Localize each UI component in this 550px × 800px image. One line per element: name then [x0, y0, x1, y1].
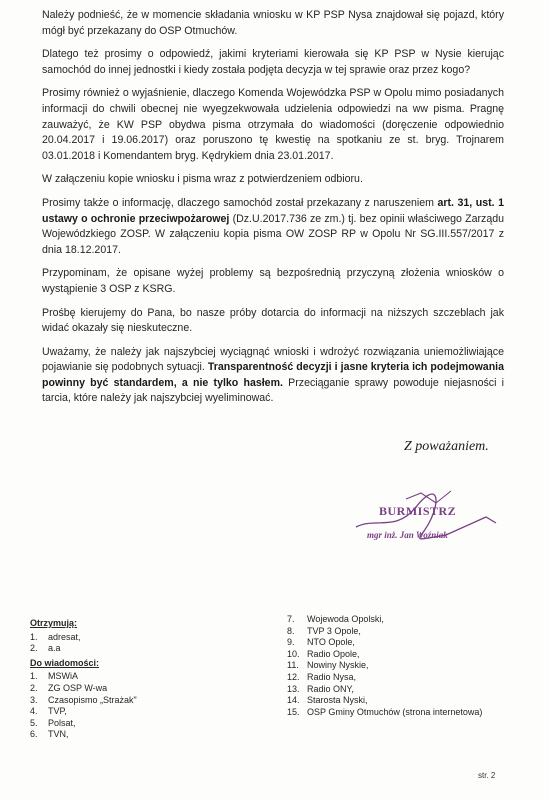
signature-scribble: [346, 487, 526, 557]
conclusion-text-post: Przeciąganie sprawy powoduje niejasności i tarcia, które należy jak najszybciej wyeliminować.: [42, 376, 505, 405]
item-number: 6.: [30, 729, 38, 740]
item-number: 2.: [30, 643, 38, 654]
item-number: 2.: [30, 682, 38, 693]
conclusion-bold-statement: Transparentność decyzji i jasne kryteria ich podejmowania powinny być standardem, a nie tylko hasłem.: [42, 361, 505, 389]
item-text: Polsat,: [48, 717, 76, 728]
item-number: 1.: [30, 671, 38, 682]
page-number: str. 2: [478, 771, 496, 780]
item-text: Czasopismo „Strażak": [48, 694, 137, 705]
item-number: 14.: [287, 695, 300, 706]
item-text: Radio Opole,: [307, 648, 360, 659]
paragraph-vehicle: Należy podnieść, że w momencie składania wniosku w KP PSP Nysa znajdował się pojazd, który mógł być przekazany do OSP Otmuchów.: [42, 9, 504, 37]
for-info-heading: Do wiadomości:: [30, 657, 100, 668]
item-number: 12.: [287, 671, 300, 682]
item-text: Starosta Nyski,: [307, 695, 368, 706]
list-item: [30, 729, 250, 741]
for-info-list-continued: [287, 614, 527, 718]
list-item: [287, 637, 527, 649]
list-item: [30, 706, 250, 718]
item-number: 3.: [30, 694, 38, 705]
receivers-list: [30, 632, 250, 655]
item-number: 4.: [30, 706, 38, 717]
violation-law-reference: art. 31, ust. 1 ustawy o ochronie przeciwpożarowej: [42, 196, 504, 225]
item-text: TVP,: [48, 706, 67, 717]
stamp-title: BURMISTRZ: [379, 504, 457, 518]
list-item: [30, 683, 250, 695]
item-number: 13.: [287, 683, 300, 694]
violation-text-post: (Dz.U.2017.736 ze zm.) tj. bez opinii właściwego Zarządu Wojewódzkiego ZOSP. W załączeniu kopia pisma OW ZOSP RP w Opolu Nr SG.III.557/2017 z dnia 18.12.2017.: [42, 212, 504, 256]
receivers-heading: Otrzymują:: [30, 618, 78, 628]
paragraph-attachments: W załączeniu kopie wniosku i pisma wraz z potwierdzeniem odbioru.: [42, 173, 363, 186]
item-number: 15.: [287, 706, 300, 717]
item-text: OSP Gminy Otmuchów (strona internetowa): [307, 706, 483, 717]
paragraph-explanation-request: Prosimy również o wyjaśnienie, dlaczego Komenda Wojewódzka PSP w Opolu mimo posiadanych informacji do chwili obecnej nie wyegzekwowała udzielenia odpowiedzi na ww pisma. Pragnę zauważyć, że KW PSP obydwa pisma otrzymała do wiadomości (doręczenie odpowiednio 20.04.2017 i 19.06.2017) oraz poruszono tę kwestię na spotkaniu ze st. bryg. Trojnarem 03.01.2018 i Komendantem bryg. Kędrykiem dnia 23.01.2017.: [42, 87, 504, 162]
item-number: 10.: [287, 648, 300, 659]
item-text: TVN,: [48, 729, 69, 740]
item-text: MSWiA: [48, 671, 78, 682]
list-item: [287, 672, 527, 684]
for-info-list: [30, 671, 250, 741]
item-number: 8.: [287, 625, 295, 636]
list-item: [287, 695, 527, 707]
item-text: Nowiny Nyskie,: [307, 660, 369, 671]
list-item: [287, 707, 527, 719]
item-number: 1.: [30, 631, 38, 642]
list-item: [30, 671, 250, 683]
closing-salutation: Z poważaniem.: [404, 439, 489, 454]
paragraph-violation: [42, 196, 504, 258]
stamp-name: mgr inż. Jan Woźniak: [367, 530, 448, 540]
item-text: adresat,: [48, 631, 81, 642]
list-item: [287, 660, 527, 672]
recipients-section: [30, 618, 250, 744]
paragraph-conclusion: [42, 345, 504, 407]
list-item: [30, 632, 250, 644]
list-item: [287, 684, 527, 696]
list-item: [30, 718, 250, 730]
item-text: a.a: [48, 643, 61, 654]
letter-body: [42, 8, 504, 415]
item-text: NTO Opole,: [307, 637, 355, 648]
mayor-stamp: [346, 487, 526, 557]
item-text: Wojewoda Opolski,: [307, 614, 384, 624]
paragraph-reminder: Przypominam, że opisane wyżej problemy są bezpośrednią przyczyną złożenia wniosków o wystąpienie 3 OSP z KSRG.: [42, 267, 504, 295]
list-item: [287, 614, 527, 626]
list-item: [287, 649, 527, 661]
list-item: [287, 626, 527, 638]
item-number: 9.: [287, 637, 295, 648]
item-number: 7.: [287, 614, 295, 624]
conclusion-text-pre: Uważamy, że należy jak najszybciej wyciągnąć wnioski i wdrożyć rozwiązania uniemożliwiające pojawianie się podobnych sytuacji.: [42, 345, 504, 374]
item-text: Radio Nysa,: [307, 671, 357, 682]
item-text: ZG OSP W-wa: [48, 682, 108, 693]
list-item: [30, 643, 250, 655]
item-number: 11.: [287, 660, 299, 671]
violation-text-pre: Prosimy także o informację, dlaczego samochód został przekazany z naruszeniem: [42, 196, 438, 209]
item-number: 5.: [30, 717, 38, 728]
list-item: [30, 695, 250, 707]
item-text: TVP 3 Opole,: [307, 625, 361, 636]
item-text: Radio ONY,: [307, 683, 354, 694]
paragraph-request: Prośbę kierujemy do Pana, bo nasze próby dotarcia do informacji na niższych szczeblach jak widać okazały się nieskuteczne.: [42, 306, 504, 335]
paragraph-criteria-question: Dlatego też prosimy o odpowiedź, jakimi kryteriami kierowała się KP PSP w Nysie kierując samochód do innej jednostki i kiedy została podjęta decyzja w tej sprawie oraz przez kogo?: [42, 48, 504, 76]
